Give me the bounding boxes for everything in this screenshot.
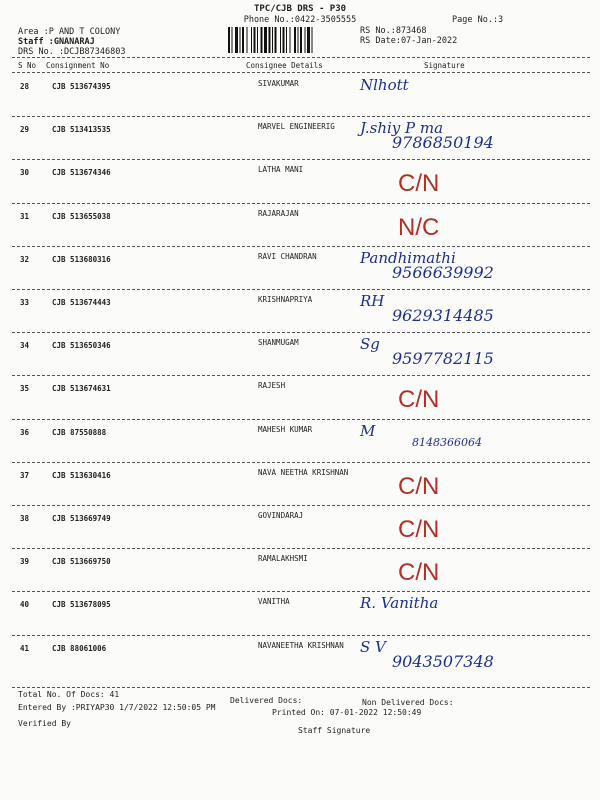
row-consignee: RAJESH — [258, 381, 286, 391]
row-divider — [12, 203, 590, 204]
row-signature-phone: 9629314485 — [392, 306, 494, 325]
row-signature: RH — [360, 292, 385, 310]
row-consignee: LATHA MANI — [258, 165, 304, 175]
row-signature: Nlhott — [360, 76, 409, 94]
row-signature-phone: 9566639992 — [392, 262, 494, 282]
row-consignee: GOVINDARAJ — [258, 511, 304, 520]
report-title: TPC/CJB DRS - P30 — [253, 4, 347, 14]
area-label: Area :P AND T COLONY — [18, 27, 121, 37]
row-divider — [12, 116, 590, 117]
row-signature: Pandhimathi — [360, 248, 456, 267]
row-sno: 31 — [20, 211, 30, 221]
header-rule-bottom — [12, 72, 590, 73]
rs-date: RS Date:07-Jan-2022 — [360, 35, 458, 46]
verified-by: Verified By — [18, 719, 71, 728]
area-block — [18, 27, 125, 57]
row-consignment: CJB 513674631 — [52, 384, 111, 394]
header-rule-top — [12, 57, 590, 58]
row-consignment: CJB 87550888 — [52, 427, 107, 437]
row-signature-phone: 9786850194 — [392, 133, 494, 153]
non-delivered-docs: Non Delivered Docs: — [362, 698, 454, 707]
row-consignment: CJB 513669749 — [52, 514, 111, 523]
row-signature: S V — [360, 637, 386, 656]
row-sno: 39 — [20, 557, 30, 567]
row-signature: Sg — [360, 335, 380, 354]
row-sno: 41 — [20, 643, 30, 653]
row-consignee: SHANMUGAM — [258, 338, 299, 348]
rs-number: RS No.:873468 — [360, 26, 427, 36]
row-divider — [12, 159, 590, 160]
row-sno: 35 — [20, 384, 30, 394]
row-signature: J.shiy P ma — [360, 119, 444, 138]
row-consignee: RAMALAKHSMI — [258, 554, 308, 564]
row-signature: M — [360, 421, 376, 440]
row-consignee: KRISHNAPRIYA — [258, 295, 313, 304]
staff-label: Staff :GNANARAJ — [18, 37, 95, 47]
staff-signature: Staff Signature — [298, 726, 371, 735]
row-consignee: RAJARAJAN — [258, 208, 299, 218]
row-consignment: CJB 513678095 — [52, 600, 111, 610]
column-consignee: Consignee Details — [246, 61, 323, 70]
column-consignment: Consignment No — [46, 61, 110, 70]
row-divider — [12, 591, 590, 592]
row-sno: 37 — [20, 470, 30, 480]
row-sno: 28 — [20, 82, 30, 91]
entered-by: Entered By :PRIYAP30 1/7/2022 12:50:05 PM — [18, 703, 216, 712]
row-signature: C/N — [398, 170, 440, 198]
row-consignment: CJB 513674443 — [52, 298, 111, 307]
row-signature: C/N — [398, 516, 440, 543]
row-consignee: SIVAKUMAR — [258, 79, 299, 88]
row-sno: 32 — [20, 254, 30, 264]
row-consignment: CJB 513680316 — [52, 254, 111, 264]
total-docs: Total No. Of Docs: 41 — [18, 690, 120, 699]
row-consignment: CJB 513655038 — [52, 211, 111, 221]
row-consignment: CJB 513674395 — [52, 82, 111, 91]
row-consignment: CJB 513630416 — [52, 470, 111, 480]
row-sno: 40 — [20, 600, 30, 610]
delivered-docs: Delivered Docs: — [230, 696, 303, 705]
row-consignee: RAVI CHANDRAN — [258, 251, 317, 261]
row-signature: C/N — [398, 472, 440, 500]
row-sno: 34 — [20, 341, 30, 351]
row-sno: 33 — [20, 298, 30, 307]
row-divider — [12, 505, 590, 506]
row-divider — [12, 419, 590, 420]
row-signature-phone: 9597782115 — [392, 349, 494, 369]
drs-number: DRS No. :DCJB87346803 — [18, 47, 126, 57]
row-divider — [12, 332, 590, 333]
row-signature: C/N — [398, 386, 440, 414]
row-sno: 29 — [20, 125, 30, 135]
column-sno: S No — [18, 61, 37, 70]
row-divider — [12, 548, 590, 549]
row-signature-phone: 9043507348 — [392, 651, 494, 671]
row-consignee: NAVA NEETHA KRISHNAN — [258, 467, 349, 477]
footer-rule — [12, 687, 590, 688]
row-sno: 30 — [20, 168, 30, 178]
row-consignment: CJB 513669750 — [52, 557, 111, 567]
row-sno: 38 — [20, 514, 30, 523]
printed-on: Printed On: 07-01-2022 12:50:49 — [272, 708, 422, 717]
row-signature: N/C — [398, 213, 440, 241]
row-consignment: CJB 513650346 — [52, 341, 111, 351]
row-divider — [12, 246, 590, 247]
page-number: Page No.:3 — [452, 15, 504, 25]
row-signature-phone: 8148366064 — [412, 435, 482, 449]
row-divider — [12, 462, 590, 463]
row-consignment: CJB 88061006 — [52, 643, 107, 653]
column-signature: Signature — [424, 61, 465, 70]
row-consignee: MAHESH KUMAR — [258, 424, 313, 434]
row-consignee: VANITHA — [258, 597, 290, 607]
row-divider — [12, 289, 590, 290]
row-consignment: CJB 513674346 — [52, 168, 111, 178]
row-consignee: MARVEL ENGINEERIG — [258, 122, 335, 132]
row-signature: C/N — [398, 559, 440, 587]
rs-block — [360, 27, 457, 46]
barcode — [228, 27, 352, 53]
row-divider — [12, 635, 590, 636]
phone-number: Phone No.:0422-3505555 — [243, 15, 357, 25]
row-sno: 36 — [20, 427, 30, 437]
row-consignment: CJB 513413535 — [52, 125, 111, 135]
row-divider — [12, 375, 590, 376]
row-consignee: NAVANEETHA KRISHNAN — [258, 640, 344, 650]
row-signature: R. Vanitha — [360, 594, 439, 613]
